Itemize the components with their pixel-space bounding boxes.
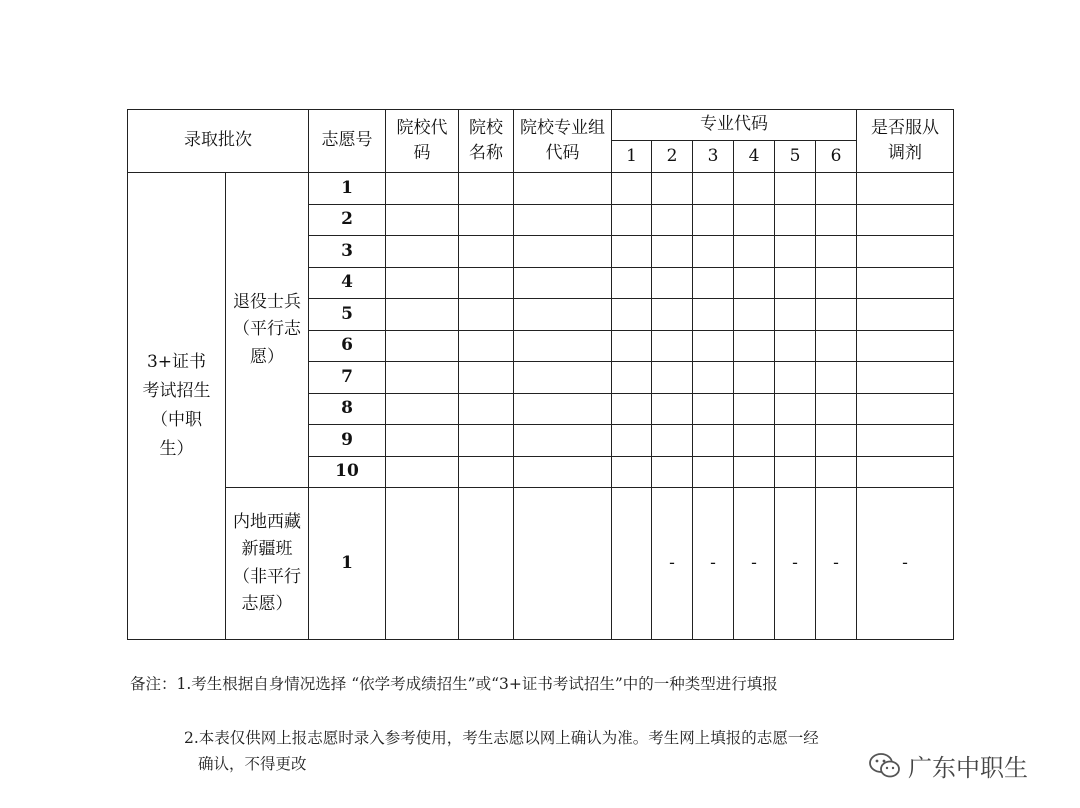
input-cell[interactable] xyxy=(386,456,459,488)
note-2-line-1: 2.本表仅供网上报志愿时录入参考使用，考生志愿以网上确认为准。考生网上填报的志愿一经 xyxy=(184,729,819,747)
input-cell[interactable] xyxy=(652,330,693,362)
dash-cell: - xyxy=(652,488,693,640)
input-cell[interactable] xyxy=(386,425,459,457)
input-cell[interactable] xyxy=(816,362,857,394)
input-cell[interactable] xyxy=(386,173,459,205)
input-cell[interactable] xyxy=(734,425,775,457)
input-cell[interactable] xyxy=(459,330,514,362)
input-cell[interactable] xyxy=(734,204,775,236)
input-cell[interactable] xyxy=(514,425,612,457)
choice-number: 2 xyxy=(309,204,386,236)
choice-number: 1 xyxy=(309,173,386,205)
input-cell[interactable] xyxy=(693,236,734,268)
input-cell[interactable] xyxy=(775,425,816,457)
input-cell[interactable] xyxy=(612,173,652,205)
input-cell[interactable] xyxy=(612,393,652,425)
batch-name: 3+证书考试招生（中职生） xyxy=(142,352,211,459)
input-cell[interactable] xyxy=(857,393,954,425)
input-cell[interactable] xyxy=(816,330,857,362)
header-choice-no: 志愿号 xyxy=(309,110,386,173)
batch-name-cell xyxy=(128,173,226,640)
input-cell[interactable] xyxy=(386,299,459,331)
admission-form-table xyxy=(127,109,954,640)
choice-number: 1 xyxy=(309,488,386,640)
input-cell[interactable] xyxy=(816,425,857,457)
input-cell[interactable] xyxy=(459,299,514,331)
input-cell[interactable] xyxy=(386,393,459,425)
header-major-group-code: 院校专业组代码 xyxy=(514,110,612,173)
input-cell[interactable] xyxy=(386,488,459,640)
choice-number: 8 xyxy=(309,393,386,425)
input-cell[interactable] xyxy=(652,299,693,331)
input-cell[interactable] xyxy=(386,204,459,236)
input-cell[interactable] xyxy=(734,267,775,299)
input-cell[interactable] xyxy=(816,267,857,299)
input-cell[interactable] xyxy=(775,456,816,488)
group-name-veterans: 退役士兵（平行志愿） xyxy=(233,292,301,367)
input-cell[interactable] xyxy=(734,393,775,425)
input-cell[interactable] xyxy=(514,236,612,268)
input-cell[interactable] xyxy=(816,393,857,425)
major-col-header: 2 xyxy=(652,141,693,173)
choice-number: 4 xyxy=(309,267,386,299)
input-cell[interactable] xyxy=(775,173,816,205)
watermark-text: 广东中职生 xyxy=(908,754,1028,782)
major-col-header: 3 xyxy=(693,141,734,173)
input-cell[interactable] xyxy=(693,393,734,425)
note-2-line-2: 确认，不得更改 xyxy=(198,755,307,773)
input-cell[interactable] xyxy=(652,173,693,205)
input-cell[interactable] xyxy=(459,425,514,457)
input-cell[interactable] xyxy=(857,362,954,394)
choice-number: 10 xyxy=(309,456,386,488)
group-name-tibet-xinjiang: 内地西藏新疆班（非平行志愿） xyxy=(233,512,301,614)
input-cell[interactable] xyxy=(386,236,459,268)
choice-number: 6 xyxy=(309,330,386,362)
input-cell[interactable] xyxy=(857,267,954,299)
group-name-cell xyxy=(226,488,309,640)
input-cell[interactable] xyxy=(857,204,954,236)
input-cell[interactable] xyxy=(857,330,954,362)
dash-cell: - xyxy=(857,488,954,640)
input-cell[interactable] xyxy=(652,236,693,268)
input-cell[interactable] xyxy=(734,299,775,331)
header-school-name: 院校名称 xyxy=(459,110,514,173)
input-cell[interactable] xyxy=(459,362,514,394)
header-school-code: 院校代码 xyxy=(386,110,459,173)
dash-cell: - xyxy=(693,488,734,640)
input-cell[interactable] xyxy=(612,267,652,299)
input-cell[interactable] xyxy=(459,204,514,236)
major-col-header: 1 xyxy=(612,141,652,173)
input-cell[interactable] xyxy=(386,267,459,299)
input-cell[interactable] xyxy=(857,299,954,331)
input-cell[interactable] xyxy=(386,362,459,394)
input-cell[interactable] xyxy=(514,362,612,394)
input-cell[interactable] xyxy=(816,299,857,331)
input-cell[interactable] xyxy=(816,204,857,236)
input-cell[interactable] xyxy=(459,236,514,268)
input-cell[interactable] xyxy=(459,488,514,640)
input-cell[interactable] xyxy=(514,204,612,236)
input-cell[interactable] xyxy=(693,425,734,457)
input-cell[interactable] xyxy=(775,299,816,331)
input-cell[interactable] xyxy=(612,456,652,488)
input-cell[interactable] xyxy=(652,393,693,425)
input-cell[interactable] xyxy=(459,456,514,488)
input-cell[interactable] xyxy=(693,330,734,362)
input-cell[interactable] xyxy=(514,267,612,299)
input-cell[interactable] xyxy=(652,267,693,299)
major-col-header: 4 xyxy=(734,141,775,173)
choice-number: 7 xyxy=(309,362,386,394)
input-cell[interactable] xyxy=(459,267,514,299)
input-cell[interactable] xyxy=(734,173,775,205)
header-major-code: 专业代码 xyxy=(612,110,857,141)
input-cell[interactable] xyxy=(386,330,459,362)
major-col-header: 6 xyxy=(816,141,857,173)
input-cell[interactable] xyxy=(775,204,816,236)
group-name-cell xyxy=(226,173,309,488)
input-cell[interactable] xyxy=(612,236,652,268)
input-cell[interactable] xyxy=(734,362,775,394)
choice-number: 9 xyxy=(309,425,386,457)
input-cell[interactable] xyxy=(816,236,857,268)
input-cell[interactable] xyxy=(734,330,775,362)
input-cell[interactable] xyxy=(857,173,954,205)
input-cell[interactable] xyxy=(652,362,693,394)
input-cell[interactable] xyxy=(612,204,652,236)
input-cell[interactable] xyxy=(857,425,954,457)
wechat-icon xyxy=(868,752,902,780)
input-cell[interactable] xyxy=(693,299,734,331)
input-cell[interactable] xyxy=(775,362,816,394)
input-cell[interactable] xyxy=(612,362,652,394)
input-cell[interactable] xyxy=(652,425,693,457)
choice-number: 5 xyxy=(309,299,386,331)
input-cell[interactable] xyxy=(693,267,734,299)
input-cell[interactable] xyxy=(459,393,514,425)
input-cell[interactable] xyxy=(775,267,816,299)
input-cell[interactable] xyxy=(693,204,734,236)
input-cell[interactable] xyxy=(612,299,652,331)
input-cell[interactable] xyxy=(693,173,734,205)
choice-number: 3 xyxy=(309,236,386,268)
input-cell[interactable] xyxy=(816,456,857,488)
input-cell[interactable] xyxy=(612,488,652,640)
header-batch: 录取批次 xyxy=(128,110,309,173)
input-cell[interactable] xyxy=(775,393,816,425)
dash-cell: - xyxy=(816,488,857,640)
major-col-header: 5 xyxy=(775,141,816,173)
input-cell[interactable] xyxy=(652,204,693,236)
watermark xyxy=(868,748,1028,783)
input-cell[interactable] xyxy=(693,456,734,488)
input-cell[interactable] xyxy=(857,236,954,268)
input-cell[interactable] xyxy=(734,456,775,488)
input-cell[interactable] xyxy=(514,488,612,640)
input-cell[interactable] xyxy=(775,236,816,268)
input-cell[interactable] xyxy=(459,173,514,205)
input-cell[interactable] xyxy=(734,236,775,268)
dash-cell: - xyxy=(775,488,816,640)
input-cell[interactable] xyxy=(514,330,612,362)
input-cell[interactable] xyxy=(514,299,612,331)
input-cell[interactable] xyxy=(514,393,612,425)
input-cell[interactable] xyxy=(514,173,612,205)
input-cell[interactable] xyxy=(816,173,857,205)
input-cell[interactable] xyxy=(857,456,954,488)
input-cell[interactable] xyxy=(612,330,652,362)
input-cell[interactable] xyxy=(612,425,652,457)
input-cell[interactable] xyxy=(775,330,816,362)
input-cell[interactable] xyxy=(693,362,734,394)
header-obey-adjust: 是否服从调剂 xyxy=(857,110,954,173)
input-cell[interactable] xyxy=(652,456,693,488)
dash-cell: - xyxy=(734,488,775,640)
note-1: 备注：1.考生根据自身情况选择 “依学考成绩招生”或“3+证书考试招生”中的一种类型进行填报 xyxy=(130,675,778,693)
input-cell[interactable] xyxy=(514,456,612,488)
